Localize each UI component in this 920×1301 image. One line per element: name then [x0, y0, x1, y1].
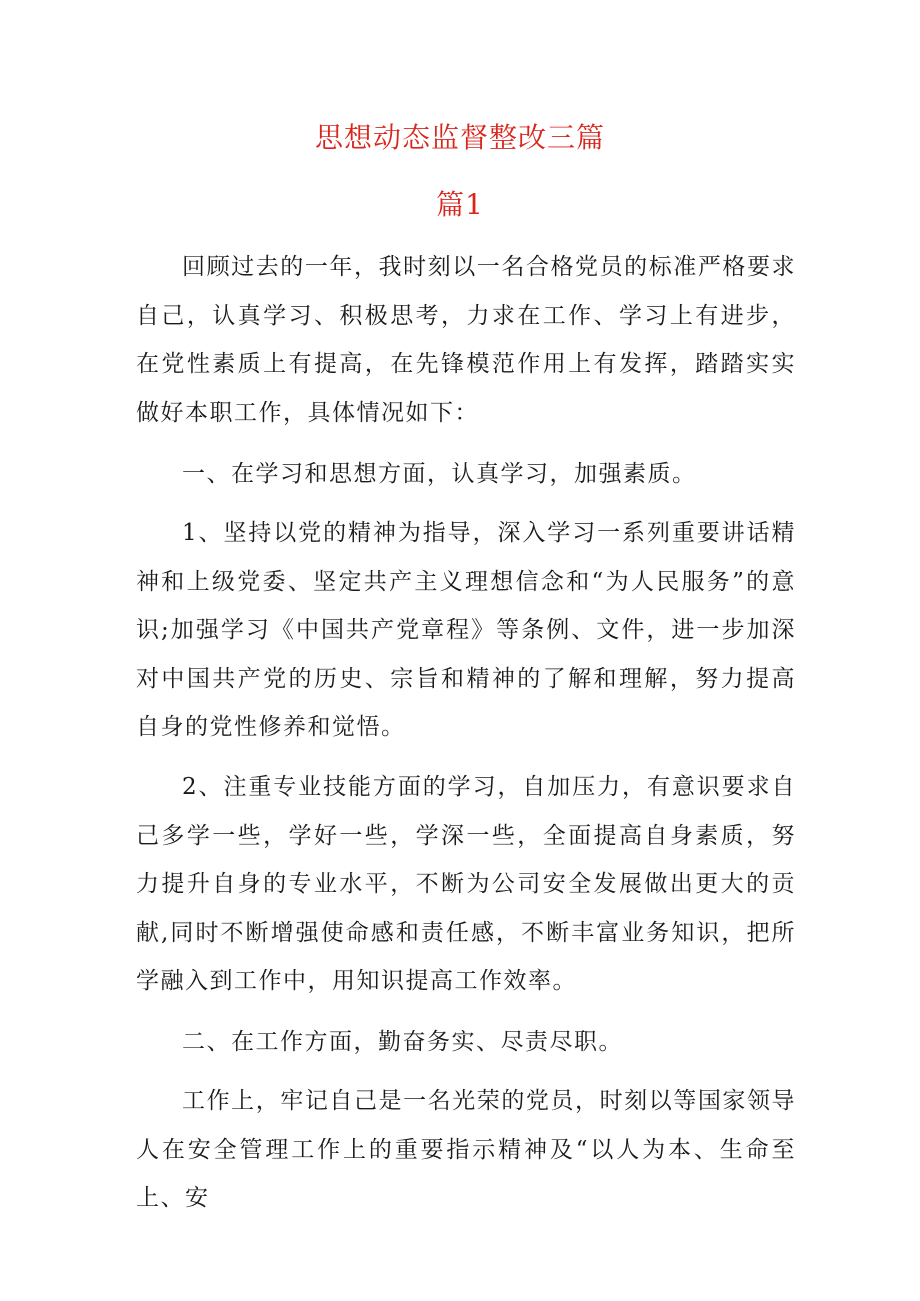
- document-subtitle: 篇1: [436, 188, 484, 221]
- paragraph-study-1: 1、坚持以党的精神为指导，深入学习一系列重要讲话精神和上级党委、坚定共产主义理想信念和“为人民服务”的意识;加强学习《中国共产党章程》等条例、文件，进一步加深对中国共产党的历史、宗旨和精神的了解和理解，努力提高自身的党性修养和觉悟。: [136, 520, 796, 741]
- document-title: 思想动态监督整改三篇: [314, 121, 605, 154]
- paragraph-intro: 回顾过去的一年，我时刻以一名合格党员的标准严格要求自己，认真学习、积极思考，力求在工作、学习上有进步，在党性素质上有提高，在先锋模范作用上有发挥，踏踏实实做好本职工作，具体情况如下：: [136, 254, 796, 426]
- section-heading-study: 一、在学习和思想方面，认真学习，加强素质。: [182, 461, 697, 487]
- paragraph-work: 工作上，牢记自己是一名光荣的党员，时刻以等国家领导人在安全管理工作上的重要指示精神及“以人为本、生命至上、安: [136, 1088, 796, 1212]
- section-heading-work: 二、在工作方面，勤奋务实、尽责尽职。: [182, 1029, 623, 1055]
- paragraph-study-2: 2、注重专业技能方面的学习，自加压力，有意识要求自己多学一些，学好一些，学深一些，全面提高自身素质，努力提升自身的专业水平，不断为公司安全发展做出更大的贡献,同时不断增强使命感和责任感，不断丰富业务知识，把所学融入到工作中，用知识提高工作效率。: [136, 774, 796, 995]
